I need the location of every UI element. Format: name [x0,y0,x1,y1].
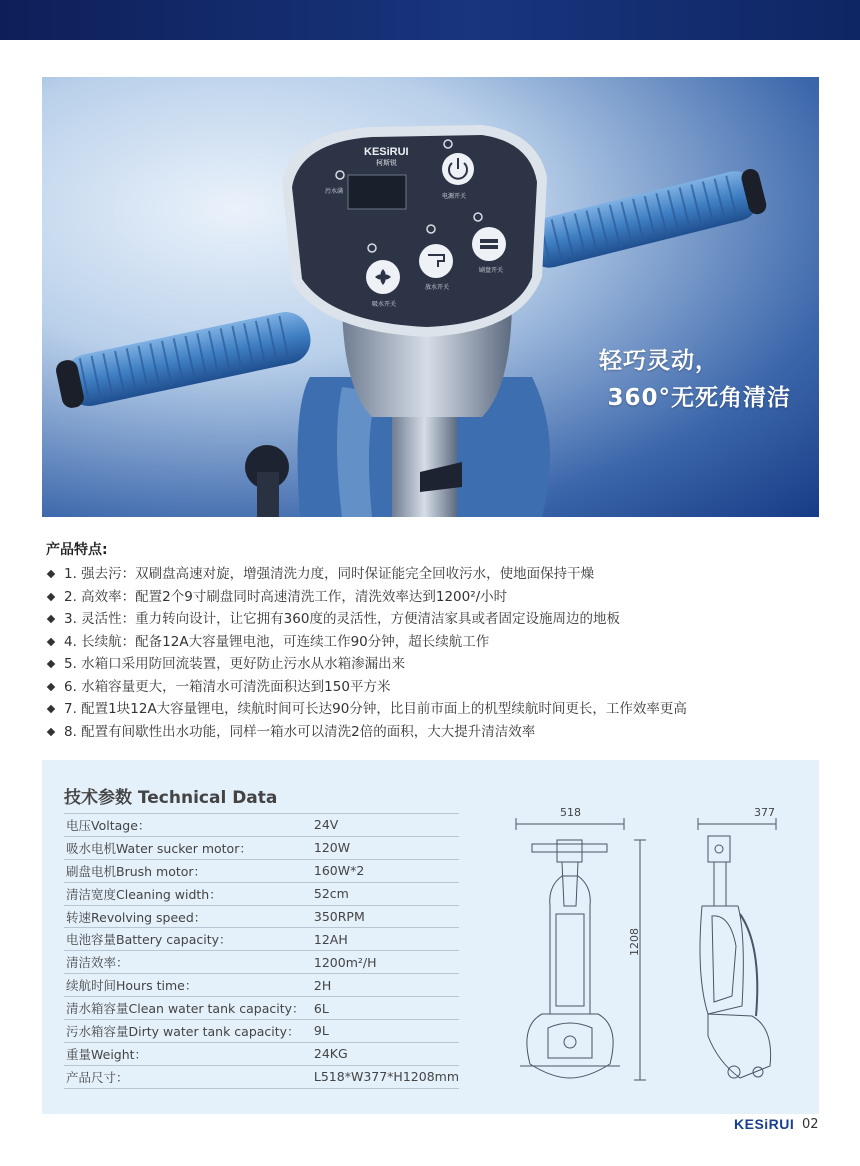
bullet-icon [47,683,55,691]
table-row [64,882,459,905]
brand-cn: 柯斯锐 [376,159,397,167]
label-dirty-water: 污水满 [325,188,344,195]
spec-label: 续航时间Hours time： [64,974,312,997]
hero-image [42,77,819,517]
features-title: 产品特点: [46,542,108,558]
footer-logo: KESiRUI [734,1116,795,1132]
table-row [64,951,459,974]
spec-table [64,813,459,1089]
table-row [64,974,459,997]
spec-label: 重量Weight： [64,1042,312,1065]
spec-value: 9L [312,1020,459,1043]
spec-value: 24KG [312,1042,459,1065]
feature-item: 7. 配置1块12A大容量锂电，续航时间可长达90分钟，比目前市面上的机型续航时间更长，工作效率更高 [46,698,687,721]
depth-dimension: 377 [754,806,775,819]
table-row [64,814,459,837]
spec-value: 2H [312,974,459,997]
spec-value: 12AH [312,928,459,951]
top-band [0,0,860,40]
feature-item: 5. 水箱口采用防回流装置，更好防止污水从水箱渗漏出来 [46,653,687,676]
brand-en: KESiRUI [364,146,409,158]
bullet-icon [47,728,55,736]
page-number: 02 [802,1117,819,1132]
spec-label: 产品尺寸： [64,1065,312,1088]
bullet-icon [47,660,55,668]
label-suction-switch: 吸水开关 [372,301,397,308]
spec-label: 清洁宽度Cleaning width： [64,882,312,905]
height-dimension: 1208 [628,928,641,956]
bullet-icon [47,705,55,713]
spec-label: 电压Voltage： [64,814,312,837]
machine-illustration [42,77,819,517]
dimension-drawings [512,796,792,1090]
table-row [64,1042,459,1065]
spec-title: 技术参数 Technical Data [64,788,278,808]
feature-item: 1. 强去污：双刷盘高速对旋，增强清洗力度，同时保证能完全回收污水，使地面保持干燥 [46,563,687,586]
spec-value: 6L [312,997,459,1020]
spec-label: 清洁效率： [64,951,312,974]
feature-item: 2. 高效率：配置2个9寸刷盘同时高速清洗工作，清洗效率达到1200²/小时 [46,586,687,609]
feature-item: 6. 水箱容量更大，一箱清水可清洗面积达到150平方米 [46,676,687,699]
feature-item: 3. 灵活性：重力转向设计，让它拥有360度的灵活性，方便清洁家具或者固定设施周边的地板 [46,608,687,631]
features-list [46,563,687,743]
hero-tagline-2: 360°无死角清洁 [607,385,791,411]
spec-value: 160W*2 [312,859,459,882]
width-dimension: 518 [560,806,581,819]
table-row [64,1065,459,1088]
feature-item: 4. 长续航：配备12A大容量锂电池，可连续工作90分钟，超长续航工作 [46,631,687,654]
spec-label: 电池容量Battery capacity： [64,928,312,951]
table-row [64,905,459,928]
technical-drawing [512,796,792,1086]
bullet-icon [47,570,55,578]
spec-value: 52cm [312,882,459,905]
spec-value: 350RPM [312,905,459,928]
table-row [64,1020,459,1043]
feature-item: 8. 配置有间歇性出水功能，同样一箱水可以清洗2倍的面积，大大提升清洁效率 [46,721,687,744]
spec-value: L518*W377*H1208mm [312,1065,459,1088]
spec-label: 刷盘电机Brush motor： [64,859,312,882]
spec-value: 1200m²/H [312,951,459,974]
spec-value: 24V [312,814,459,837]
label-water-switch: 放水开关 [425,284,450,291]
spec-label: 清水箱容量Clean water tank capacity： [64,997,312,1020]
hero-tagline-1: 轻巧灵动， [599,348,719,374]
table-row [64,859,459,882]
spec-label: 吸水电机Water sucker motor： [64,836,312,859]
bullet-icon [47,593,55,601]
label-power-switch: 电源开关 [442,193,467,200]
table-row [64,997,459,1020]
bullet-icon [47,615,55,623]
bullet-icon [47,638,55,646]
label-brush-switch: 刷盘开关 [479,267,504,274]
spec-value: 120W [312,836,459,859]
brand-badge [364,147,409,158]
spec-label: 污水箱容量Dirty water tank capacity： [64,1020,312,1043]
spec-panel [42,760,819,1114]
spec-label: 转速Revolving speed： [64,905,312,928]
table-row [64,928,459,951]
table-row [64,836,459,859]
